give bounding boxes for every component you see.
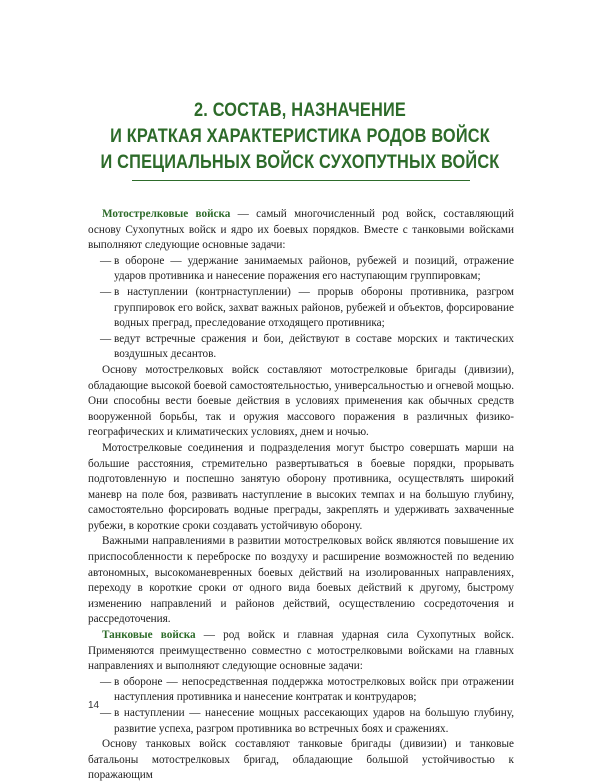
title-line-3: И СПЕЦИАЛЬНЫХ ВОЙСК СУХОПУТНЫХ ВОЙСК [100,152,500,173]
dash-bullet: — [100,285,112,298]
dash-bullet: — [100,254,112,267]
list-item [88,675,514,706]
paragraph-intro-tank [88,628,514,675]
intro-text: — род войск и главная ударная сила Сухопутных войск. Применяются преимущественно совместно с мотострелковыми войсками на главных направлениях и выполняют следующие основные задачи: [88,629,514,673]
paragraph: Мотострелковые соединения и подразделения могут быстро совершать марши на большие расстояния, стремительно развертываться в боевые порядки, прорывать подготовленную и поспешно занятую оборону противника, осуществлять широкий маневр на поле боя, развивать наступление в высоких темпах и на большую глубину, самостоятельно форсировать водные преграды, закреплять и удерживать захваченные рубежи, в короткие сроки создавать устойчивую оборону. [88,441,514,532]
intro-text: — самый многочисленный род войск, составляющий основу Сухопутных войск и ядро их боевых порядков. Вместе с танковыми войсками выполняют следующие основные задачи: [88,208,514,252]
list-item-text: в обороне — непосредственная поддержка мотострелковых войск при отражении наступления противника и нанесение контратак и контрударов; [114,675,514,704]
page-number: 14 [88,700,100,711]
title-line-2: И КРАТКАЯ ХАРАКТЕРИСТИКА РОДОВ ВОЙСК [110,126,490,147]
list-item [88,254,514,285]
title-line-1: 2. СОСТАВ, НАЗНАЧЕНИЕ [194,100,406,121]
term-motorized-rifle: Мотострелковые войска [102,208,231,220]
tasks-list-motorized [88,254,514,363]
dash-bullet: — [100,332,112,345]
dash-bullet: — [100,707,112,719]
term-tank-troops: Танковые войска [102,629,196,642]
list-item-text: в обороне — удержание занимаемых районов, рубежей и позиций, отражение ударов противника и нанесение поражения его наступающим группировкам; [114,254,514,283]
title-divider [132,180,470,181]
paragraph: Важными направлениями в развитии мотострелковых войск являются повышение их приспособленности к переброске по воздуху и расширение возможностей по ведению автономных, высокоманевренных боевых действий на изолированных направлениях, переходу в короткие сроки от одного вида боевых действий к другому, быстрому изменению направлений и районов действий, осуществлению сосредоточения и рассредоточения. [88,535,514,626]
list-item-text: в наступлении (контрнаступлении) — прорыв обороны противника, разгром группировок его войск, захват важных районов, рубежей и объектов, форсирование водных преград, преследование отходящего противника; [114,285,514,330]
paragraph-intro-motorized [88,207,514,254]
paragraph: Основу танковых войск составляют танковые бригады (дивизии) и танковые батальоны мотострелковых бригад, обладающие большой устойчивостью к поражающим [88,738,514,782]
tasks-list-tank [88,675,514,737]
list-item [88,706,514,737]
list-item-text: ведут встречные сражения и бои, действуют в составе морских и тактических воздушных десантов. [114,332,514,361]
page-title [42,98,558,176]
list-item-text: в наступлении — нанесение мощных рассекающих ударов на большую глубину, развитие успеха, разгром противника во встречных боях и сражениях. [114,707,514,735]
body-text [88,207,514,784]
paragraph: Основу мотострелковых войск составляют мотострелковые бригады (дивизии), обладающие высокой боевой самостоятельностью, универсальностью и огневой мощью. Они способны вести боевые действия в условиях применения как обычных средств вооруженной борьбы, так и оружия массового поражения в различных физико-географических и климатических условиях, днем и ночью. [88,363,514,439]
list-item [88,332,514,363]
list-item [88,285,514,332]
dash-bullet: — [100,675,112,688]
